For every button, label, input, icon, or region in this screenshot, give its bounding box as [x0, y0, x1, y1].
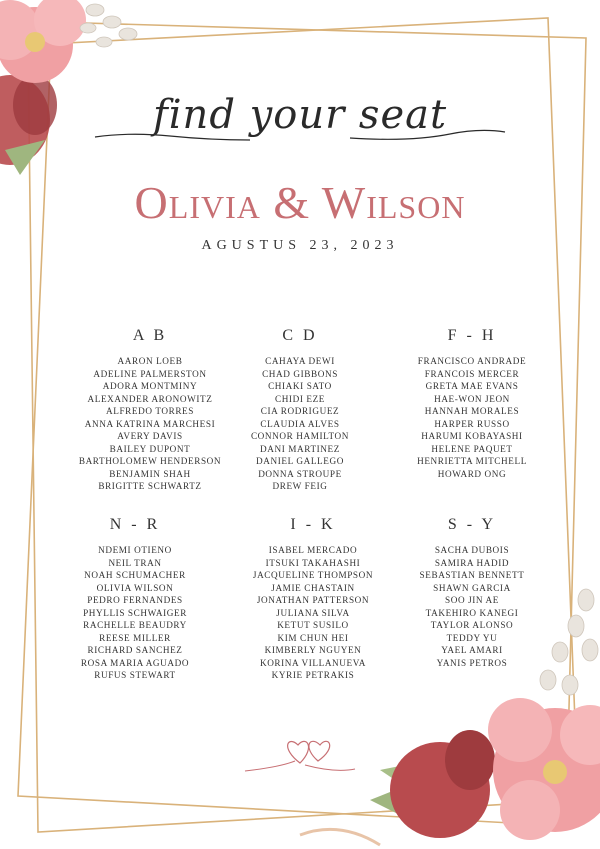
- guest-name: TAYLOR ALONSO: [430, 620, 514, 630]
- guest-name: YAEL AMARI: [441, 645, 503, 655]
- guest-name: KETUT SUSILO: [277, 620, 349, 630]
- guest-name: JAMIE CHASTAIN: [271, 582, 355, 593]
- find-your-seat-title: find your seat: [152, 92, 448, 138]
- guest-name: OLIVIA WILSON: [96, 582, 174, 593]
- guest-name: BRIGITTE SCHWARTZ: [98, 481, 202, 491]
- guest-name: DREW FEIG: [272, 481, 328, 491]
- seat-group-ab: [65, 327, 235, 493]
- group-title: A B: [132, 327, 168, 344]
- couple-names: Olivia & Wilson: [134, 177, 466, 228]
- guest-name: JACQUELINE THOMPSON: [252, 570, 374, 580]
- guest-name: CLAUDIA ALVES: [260, 418, 340, 429]
- group-title: C D: [282, 327, 318, 344]
- guest-name: HAE-WON JEON: [434, 393, 510, 404]
- guest-name: NOAH SCHUMACHER: [84, 570, 186, 580]
- guest-name: HOWARD ONG: [437, 468, 507, 479]
- seat-group-sy: [387, 516, 557, 669]
- guest-name: JONATHAN PATTERSON: [256, 595, 370, 605]
- hearts-ornament: [240, 733, 360, 778]
- guest-name: KORINA VILLANUEVA: [259, 657, 367, 668]
- guest-name: ANNA KATRINA MARCHESI: [84, 418, 216, 429]
- guest-name: BARTHOLOMEW HENDERSON: [78, 456, 222, 466]
- guest-name: RUFUS STEWART: [94, 670, 176, 680]
- guest-name: HARPER RUSSO: [434, 418, 510, 429]
- group-title: S - Y: [447, 516, 497, 533]
- seat-group-ik: [228, 516, 398, 682]
- guest-name: TAKEHIRO KANEGI: [425, 607, 519, 618]
- guest-name: ROSA MARIA AGUADO: [80, 657, 190, 668]
- guest-name: PEDRO FERNANDES: [87, 595, 183, 605]
- guest-name: BAILEY DUPONT: [109, 443, 191, 454]
- guest-name: SOO JIN AE: [445, 595, 499, 605]
- guest-name: REESE MILLER: [99, 632, 171, 643]
- guest-name: HARUMI KOBAYASHI: [421, 431, 523, 441]
- guest-name: CONNOR HAMILTON: [250, 431, 350, 441]
- guest-name: ALEXANDER ARONOWITZ: [87, 393, 213, 404]
- guest-name: HELENE PAQUET: [431, 443, 513, 454]
- guest-name: CHAD GIBBONS: [262, 368, 338, 379]
- guest-name: AVERY DAVIS: [117, 431, 183, 441]
- guest-name: KYRIE PETRAKIS: [271, 670, 355, 680]
- guest-name: RACHELLE BEAUDRY: [83, 620, 187, 630]
- event-date: AGUSTUS 23, 2023: [201, 238, 399, 253]
- guest-name: DANIEL GALLEGO: [256, 456, 344, 466]
- group-title: N - R: [109, 516, 161, 533]
- guest-name: AARON LOEB: [117, 356, 183, 366]
- seat-group-nr: [50, 516, 220, 682]
- guest-name: KIM CHUN HEI: [277, 632, 349, 643]
- guest-name: ADELINE PALMERSTON: [93, 368, 207, 379]
- guest-name: SHAWN GARCIA: [433, 582, 511, 593]
- guest-name: SACHA DUBOIS: [434, 545, 510, 555]
- guest-name: FRANCISCO ANDRADE: [417, 356, 527, 366]
- guest-name: HANNAH MORALES: [424, 406, 520, 416]
- guest-name: PHYLLIS SCHWAIGER: [83, 607, 187, 618]
- seat-group-fh: [387, 327, 557, 480]
- guest-name: BENJAMIN SHAH: [109, 468, 191, 479]
- guest-name: CHIDI EZE: [274, 393, 326, 404]
- guest-name: HENRIETTA MITCHELL: [417, 456, 527, 466]
- guest-name: DANI MARTINEZ: [260, 443, 340, 454]
- guest-name: ITSUKI TAKAHASHI: [265, 557, 361, 568]
- seat-group-cd: [215, 327, 385, 493]
- guest-name: NDEMI OTIENO: [98, 545, 172, 555]
- guest-name: CHIAKI SATO: [268, 381, 332, 391]
- guest-name: CIA RODRIGUEZ: [260, 406, 340, 416]
- group-title: I - K: [290, 516, 336, 533]
- group-title: F - H: [447, 327, 497, 344]
- guest-name: YANIS PETROS: [436, 657, 508, 668]
- guest-name: CAHAYA DEWI: [265, 356, 335, 366]
- guest-name: ADORA MONTMINY: [102, 381, 198, 391]
- guest-name: NEIL TRAN: [108, 557, 162, 568]
- guest-name: ALFREDO TORRES: [106, 406, 194, 416]
- guest-name: ISABEL MERCADO: [268, 545, 358, 555]
- guest-name: KIMBERLY NGUYEN: [264, 645, 362, 655]
- guest-name: SAMIRA HADID: [434, 557, 510, 568]
- guest-name: SEBASTIAN BENNETT: [419, 570, 525, 580]
- guest-name: RICHARD SANCHEZ: [87, 645, 183, 655]
- guest-name: DONNA STROUPE: [258, 468, 342, 479]
- guest-name: GRETA MAE EVANS: [425, 381, 519, 391]
- guest-name: TEDDY YU: [446, 632, 498, 643]
- guest-name: JULIANA SILVA: [276, 607, 350, 618]
- guest-name: FRANCOIS MERCER: [424, 368, 520, 379]
